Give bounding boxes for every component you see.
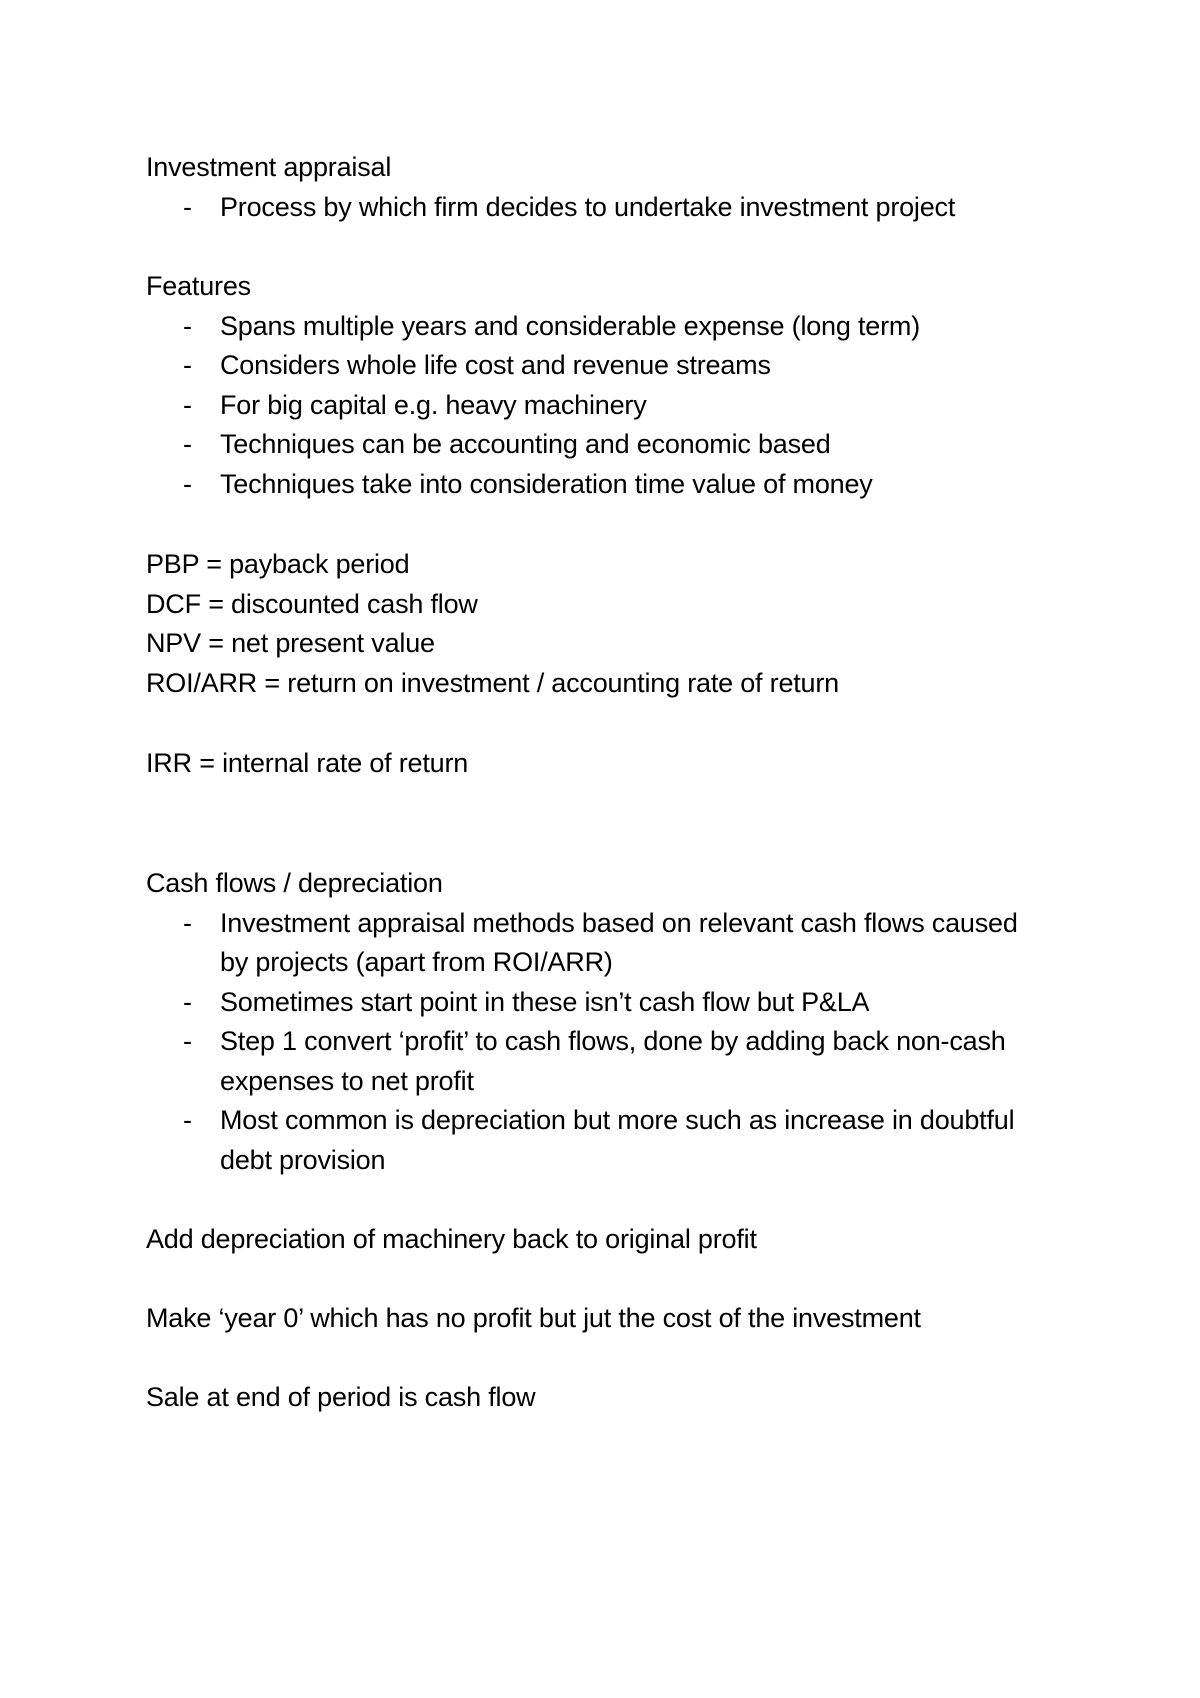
list-item: - Spans multiple years and considerable expense (long term) (146, 307, 1066, 347)
abbreviation-line: IRR = internal rate of return (146, 748, 469, 778)
list-item: - For big capital e.g. heavy machinery (146, 386, 1066, 426)
section-heading: Investment appraisal (146, 152, 392, 182)
section-cash-flows (146, 864, 1066, 1180)
list-item: - Techniques can be accounting and economic based (146, 425, 1066, 465)
list-item: - Techniques take into consideration time value of money (146, 465, 1066, 505)
section-heading: Cash flows / depreciation (146, 868, 443, 898)
section-features (146, 267, 1066, 504)
abbreviation-line: NPV = net present value (146, 628, 435, 658)
bullet-list (146, 188, 1066, 228)
abbreviation-line: ROI/ARR = return on investment / accounting rate of return (146, 667, 839, 698)
note-line: Add depreciation of machinery back to original profit (146, 1224, 757, 1254)
bullet-list (146, 904, 1026, 1181)
list-item: - Process by which firm decides to undertake investment project (146, 188, 1066, 228)
list-item: - Sometimes start point in these isn’t cash flow but P&LA (146, 983, 1026, 1023)
note-line: Make ‘year 0’ which has no profit but jut the cost of the investment (146, 1303, 921, 1333)
abbreviation-line: DCF = discounted cash flow (146, 588, 478, 619)
section-abbreviations (146, 545, 1066, 703)
note-paragraph (146, 1220, 1066, 1260)
note-paragraph (146, 1378, 1066, 1418)
list-item: - Investment appraisal methods based on relevant cash flows caused by projects (apart from ROI/ARR) (146, 904, 1026, 983)
list-item: - Most common is depreciation but more such as increase in doubtful debt provision (146, 1101, 1026, 1180)
note-paragraph (146, 1299, 1066, 1339)
section-heading: Features (146, 271, 251, 301)
list-item: - Considers whole life cost and revenue streams (146, 346, 1066, 386)
note-line: Sale at end of period is cash flow (146, 1382, 536, 1412)
bullet-list (146, 307, 1066, 505)
section-irr (146, 744, 1066, 784)
abbreviation-line: PBP = payback period (146, 549, 410, 579)
section-investment-appraisal (146, 148, 1066, 227)
list-item: - Step 1 convert ‘profit’ to cash flows, done by adding back non-cash expenses to net profit (146, 1022, 1026, 1101)
